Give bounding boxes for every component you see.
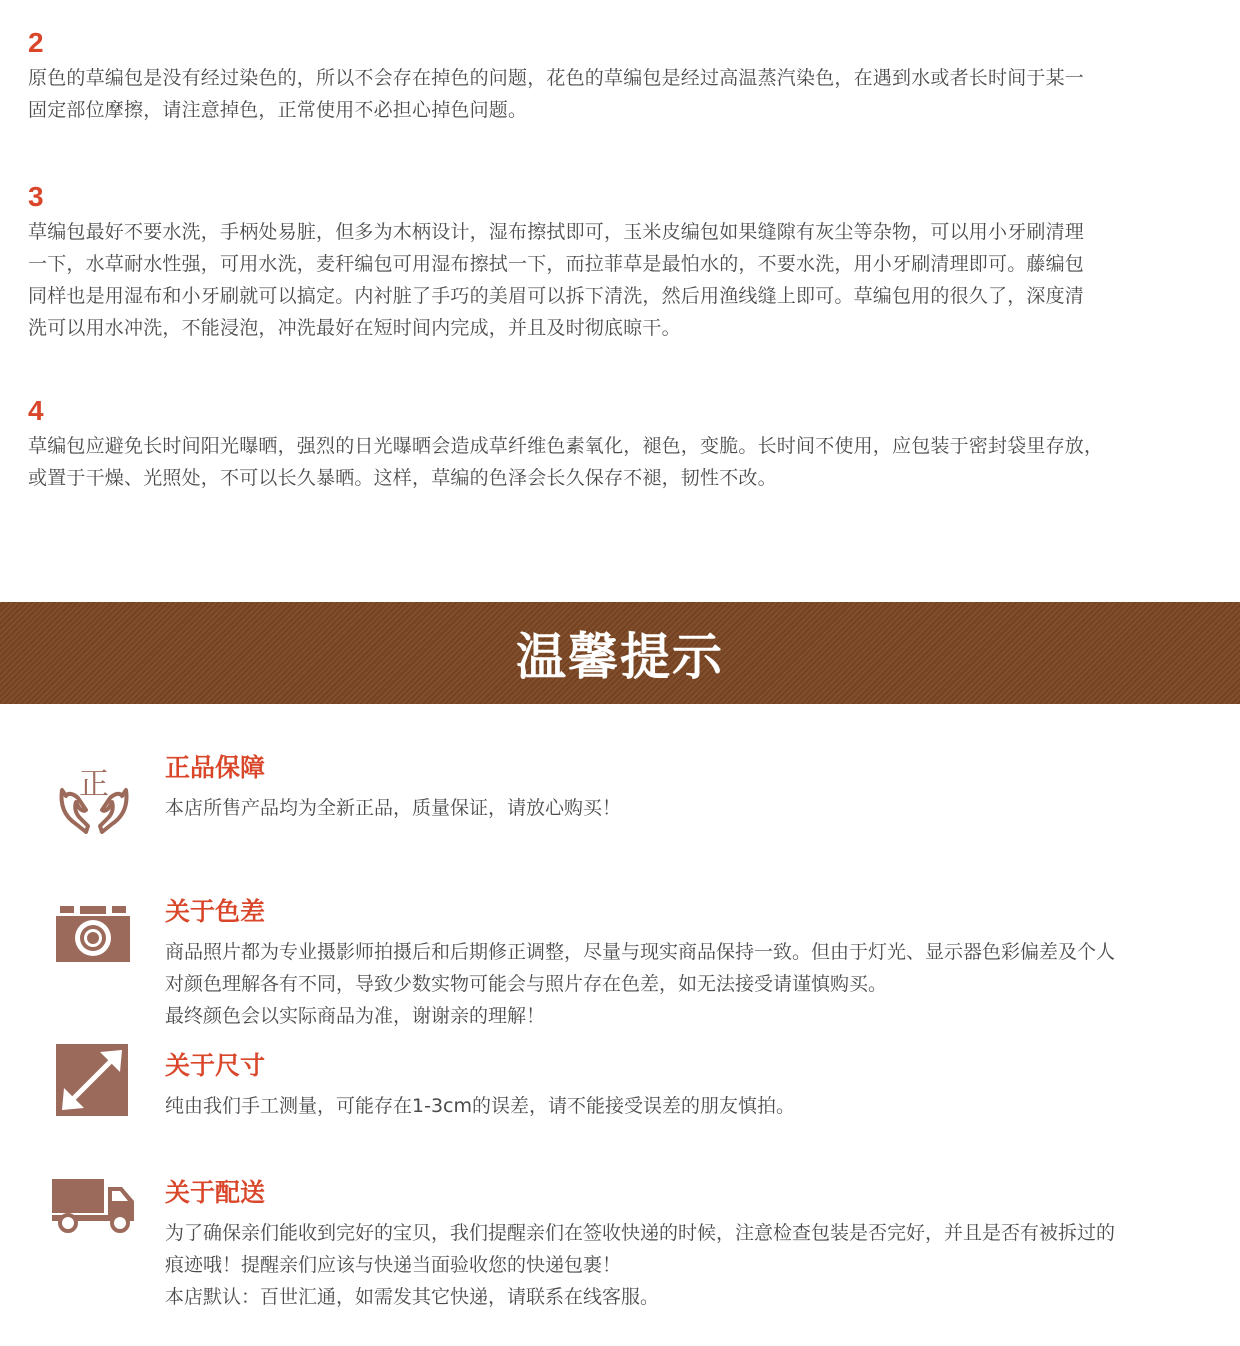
notice-title: 关于尺寸 bbox=[165, 1051, 266, 1080]
notice-line: 本店默认：百世汇通，如需发其它快递，请联系在线客服。 bbox=[165, 1286, 660, 1308]
genuine-hands-icon bbox=[56, 760, 132, 836]
notice-line: 本店所售产品均为全新正品，质量保证，请放心购买！ bbox=[165, 797, 622, 819]
notice-line: 痕迹哦！提醒亲们应该与快递当面验收您的快递包裹！ bbox=[165, 1254, 622, 1276]
care-text-line: 同样也是用湿布和小牙刷就可以搞定。内衬脏了手巧的美眉可以拆下清洗，然后用渔线缝上即可。草编包用的很久了，深度清 bbox=[28, 285, 1085, 307]
notice-body bbox=[165, 752, 1240, 824]
notice-body bbox=[165, 896, 1240, 1032]
section-number: 3 bbox=[28, 181, 44, 212]
care-text-line: 草编包最好不要水洗，手柄处易脏，但多为木柄设计，湿布擦拭即可，玉米皮编包如果缝隙有灰尘等杂物，可以用小牙刷清理 bbox=[28, 221, 1085, 243]
care-section-4 bbox=[28, 396, 1228, 494]
resize-arrow-icon bbox=[56, 1044, 128, 1116]
care-text-line: 一下，水草耐水性强，可用水洗，麦秆编包可用湿布擦拭一下，而拉菲草是最怕水的，不要水洗，用小牙刷清理即可。藤编包 bbox=[28, 253, 1085, 275]
section-number: 4 bbox=[28, 395, 44, 426]
delivery-truck-icon bbox=[50, 1177, 136, 1233]
care-section-2 bbox=[28, 28, 1228, 126]
notice-title: 正品保障 bbox=[165, 753, 266, 782]
svg-text:正: 正 bbox=[79, 767, 109, 802]
notice-body bbox=[165, 1177, 1240, 1313]
tips-banner bbox=[0, 602, 1240, 704]
notice-line: 为了确保亲们能收到完好的宝贝，我们提醒亲们在签收快递的时候，注意检查包装是否完好，并且是否有被拆过的 bbox=[165, 1222, 1116, 1244]
care-text-line: 洗可以用水冲洗，不能浸泡，冲洗最好在短时间内完成，并且及时彻底晾干。 bbox=[28, 317, 681, 339]
notice-line: 商品照片都为专业摄影师拍摄后和后期修正调整，尽量与现实商品保持一致。但由于灯光、显示器色彩偏差及个人 bbox=[165, 941, 1116, 963]
section-number: 2 bbox=[28, 27, 44, 58]
notice-title: 关于配送 bbox=[165, 1178, 266, 1207]
notice-line: 对颜色理解各有不同，导致少数实物可能会与照片存在色差，如无法接受请谨慎购买。 bbox=[165, 973, 888, 995]
care-text-line: 或置于干燥、光照处，不可以长久暴晒。这样，草编的色泽会长久保存不褪，韧性不改。 bbox=[28, 467, 777, 489]
notice-line: 最终颜色会以实际商品为准，谢谢亲的理解！ bbox=[165, 1005, 546, 1027]
care-text-line: 草编包应避免长时间阳光曝晒，强烈的日光曝晒会造成草纤维色素氧化，褪色，变脆。长时间不使用，应包装于密封袋里存放， bbox=[28, 435, 1104, 457]
care-text-line: 原色的草编包是没有经过染色的，所以不会存在掉色的问题，花色的草编包是经过高温蒸汽染色，在遇到水或者长时间于某一 bbox=[28, 67, 1085, 89]
notice-line: 纯由我们手工测量，可能存在1-3cm的误差，请不能接受误差的朋友慎拍。 bbox=[165, 1095, 795, 1117]
care-text-line: 固定部位摩擦，请注意掉色，正常使用不必担心掉色问题。 bbox=[28, 99, 528, 121]
notice-title: 关于色差 bbox=[165, 897, 266, 926]
care-section-3 bbox=[28, 182, 1228, 344]
notice-body bbox=[165, 1050, 1240, 1122]
camera-icon bbox=[54, 904, 132, 964]
banner-title: 温馨提示 bbox=[516, 628, 724, 686]
